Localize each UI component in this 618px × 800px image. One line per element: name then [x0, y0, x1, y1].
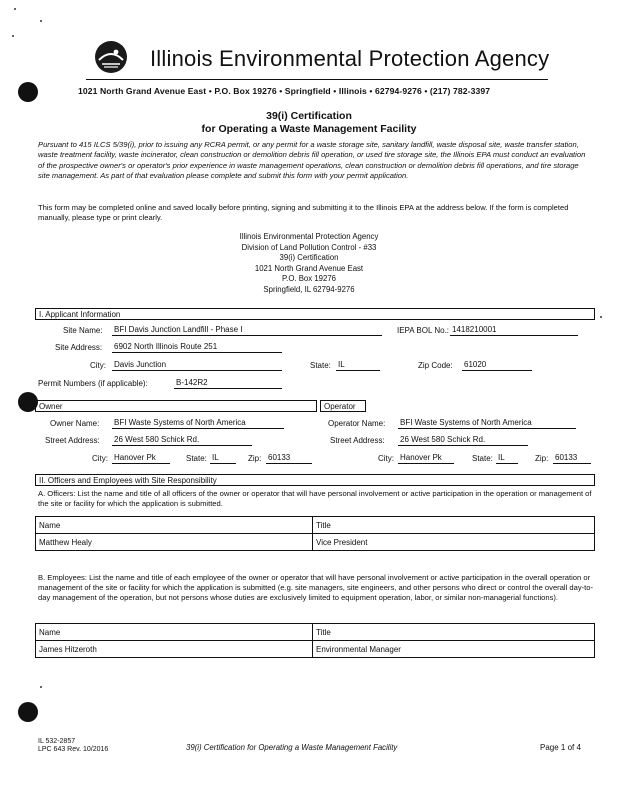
- header-rule: [86, 79, 548, 80]
- owner-state-label: State:: [186, 454, 207, 463]
- operator-state-field[interactable]: IL: [496, 453, 518, 464]
- owner-header: Owner: [35, 400, 317, 412]
- state-field[interactable]: IL: [336, 360, 380, 371]
- section2-header: II. Officers and Employees with Site Responsibility: [35, 474, 595, 486]
- col-title-header: Title: [313, 517, 595, 534]
- owner-street-field[interactable]: 26 West 580 Schick Rd.: [112, 435, 252, 446]
- employees-table: [35, 623, 595, 658]
- city-label: City:: [90, 361, 106, 370]
- table-header-row: [36, 517, 595, 534]
- page-number: Page 1 of 4: [540, 743, 581, 752]
- mailing-line: Division of Land Pollution Control - #33: [241, 242, 377, 252]
- owner-state-field[interactable]: IL: [210, 453, 236, 464]
- owner-zip-label: Zip:: [248, 454, 262, 463]
- mailing-line: Springfield, IL 62794-9276: [263, 284, 355, 294]
- mailing-line: 39(i) Certification: [279, 253, 339, 263]
- officers-instructions: A. Officers: List the name and title of all officers of the owner or operator that will have personal involvement or active participation in the operation or management of the site or facility for which the application is submitted.: [38, 489, 592, 509]
- site-address-label: Site Address:: [55, 343, 103, 352]
- zip-field[interactable]: 61020: [462, 360, 532, 371]
- bol-field[interactable]: 1418210001: [450, 325, 578, 336]
- intro-instructions-paragraph: This form may be completed online and saved locally before printing, signing and submitting it to the Illinois EPA at the address below. If the form is completed manually, please type or print clearly.: [38, 203, 569, 223]
- operator-city-field[interactable]: Hanover Pk: [398, 453, 454, 464]
- bol-label: IEPA BOL No.:: [397, 326, 450, 335]
- mailing-line: Illinois Environmental Protection Agency: [239, 232, 379, 241]
- agency-name: Illinois Environmental Protection Agency: [150, 46, 550, 71]
- operator-street-label: Street Address:: [330, 436, 385, 445]
- operator-street-field[interactable]: 26 West 580 Schick Rd.: [398, 435, 528, 446]
- footer-title: 39(i) Certification for Operating a Waste Management Facility: [186, 743, 398, 752]
- city-field[interactable]: Davis Junction: [112, 360, 282, 371]
- permit-numbers-label: Permit Numbers (if applicable):: [38, 379, 148, 388]
- owner-city-label: City:: [92, 454, 108, 463]
- operator-zip-label: Zip:: [535, 454, 549, 463]
- operator-name-field[interactable]: BFI Waste Systems of North America: [398, 418, 576, 429]
- scan-speck: [12, 35, 14, 37]
- punch-hole-bottom: [18, 702, 38, 722]
- mailing-line: 1021 North Grand Avenue East: [254, 263, 364, 273]
- col-name-header: Name: [36, 517, 313, 534]
- officer-name-cell[interactable]: Matthew Healy: [36, 534, 313, 551]
- employees-instructions: B. Employees: List the name and title of each employee of the owner or operator that will have personal involvement or active participation in the overall operation or management of the site or facility for which the application is submitted (e.g. site managers, site engineers, and other persons who direct or control the overall day-to-day management of the operation, but not persons whose duties are exclusively limited to equipment operation, labor, or similar non-managerial functions).: [38, 573, 594, 603]
- owner-zip-field[interactable]: 60133: [266, 453, 312, 464]
- intro-statute-paragraph: Pursuant to 415 ILCS 5/39(i), prior to issuing any RCRA permit, or any permit for a waste storage site, sanitary landfill, waste disposal site, waste transfer station, waste treatment facility, waste incinerator, clean construction or demolition debris fill operation, or used tire storage site, the Illinois EPA must conduct an evaluation of the prospective owner's or operator's prior experience in waste management operations, clean construction or demolition debris fill operations, and tire storage site management. As part of that evaluation please complete and submit this form with your permit application.: [38, 140, 586, 181]
- operator-state-label: State:: [472, 454, 493, 463]
- owner-street-label: Street Address:: [45, 436, 100, 445]
- col-name-header: Name: [36, 624, 313, 641]
- site-name-label: Site Name:: [63, 326, 103, 335]
- agency-logo: [94, 40, 128, 74]
- permit-numbers-field[interactable]: B-142R2: [174, 378, 282, 389]
- mailing-address: [0, 232, 618, 296]
- site-address-field[interactable]: 6902 North Illinois Route 251: [112, 342, 282, 353]
- employee-name-cell[interactable]: James Hitzeroth: [36, 641, 313, 658]
- footer-form-code: IL 532-2857: [38, 738, 76, 745]
- state-label: State:: [310, 361, 331, 370]
- owner-city-field[interactable]: Hanover Pk: [112, 453, 170, 464]
- form-title-line1: 39(i) Certification: [266, 110, 352, 122]
- scan-speck: [600, 316, 602, 318]
- site-name-field[interactable]: BFI Davis Junction Landfill - Phase I: [112, 325, 382, 336]
- footer-revision: LPC 643 Rev. 10/2016: [38, 746, 109, 753]
- scan-speck: [40, 20, 42, 22]
- scan-speck: [40, 686, 42, 688]
- mailing-line: P.O. Box 19276: [281, 274, 337, 284]
- section1-header: I. Applicant Information: [35, 308, 595, 320]
- officers-table: [35, 516, 595, 551]
- owner-name-label: Owner Name:: [50, 419, 100, 428]
- operator-city-label: City:: [378, 454, 394, 463]
- table-row: [36, 641, 595, 658]
- form-title-line2: for Operating a Waste Management Facility: [201, 123, 417, 135]
- owner-name-field[interactable]: BFI Waste Systems of North America: [112, 418, 284, 429]
- punch-hole-top: [18, 82, 38, 102]
- operator-header: Operator: [320, 400, 366, 412]
- operator-name-label: Operator Name:: [328, 419, 386, 428]
- scan-speck: [14, 8, 16, 10]
- zip-label: Zip Code:: [418, 361, 453, 370]
- agency-address: 1021 North Grand Avenue East • P.O. Box 19276 • Springfield • Illinois • 62794-9276 • (217) 782-3397: [78, 86, 491, 96]
- operator-zip-field[interactable]: 60133: [553, 453, 591, 464]
- officer-title-cell[interactable]: Vice President: [313, 534, 595, 551]
- table-row: [36, 534, 595, 551]
- col-title-header: Title: [313, 624, 595, 641]
- employee-title-cell[interactable]: Environmental Manager: [313, 641, 595, 658]
- table-header-row: [36, 624, 595, 641]
